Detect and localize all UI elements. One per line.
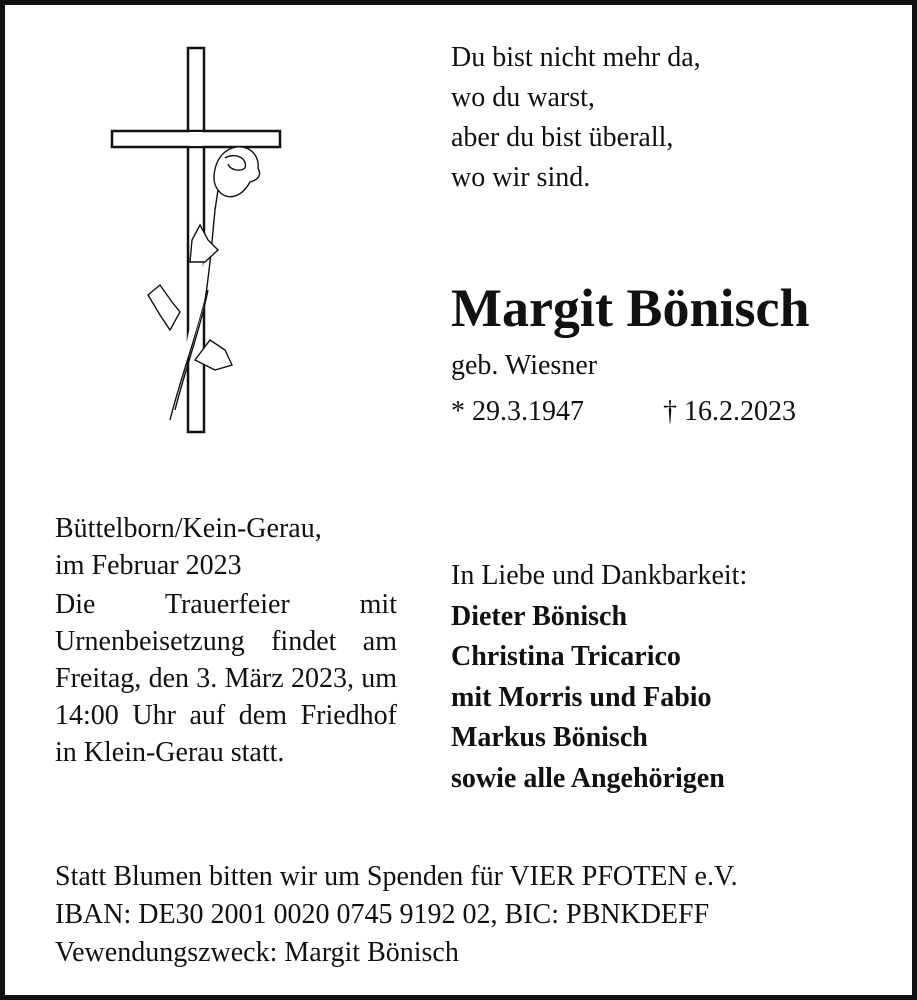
date: im Februar 2023 bbox=[55, 550, 242, 581]
poem-line: wo du warst, bbox=[451, 82, 595, 113]
bank-details: IBAN: DE30 2001 0020 0745 9192 02, BIC: PBNKDEFF bbox=[55, 899, 710, 930]
family-signature bbox=[451, 556, 747, 799]
death-date: † 16.2.2023 bbox=[663, 396, 796, 427]
poem-line: Du bist nicht mehr da, bbox=[451, 42, 701, 73]
payment-reference: Vewendungszweck: Margit Bönisch bbox=[55, 937, 459, 968]
family-member: Markus Bönisch bbox=[451, 722, 648, 753]
family-member: Dieter Bönisch bbox=[451, 600, 628, 632]
family-member: Christina Tricarico bbox=[451, 641, 681, 672]
family-member: sowie alle Angehörigen bbox=[451, 762, 725, 794]
poem bbox=[451, 38, 701, 198]
place-date bbox=[55, 510, 322, 584]
family-member: mit Morris und Fabio bbox=[451, 681, 712, 713]
cross-with-rose-icon bbox=[100, 40, 300, 440]
poem-line: wo wir sind. bbox=[451, 162, 591, 193]
donation-request: Statt Blumen bitten wir um Spenden für VIER PFOTEN e.V. bbox=[55, 861, 738, 892]
birth-date: * 29.3.1947 bbox=[451, 396, 584, 427]
donation-info bbox=[55, 858, 738, 972]
deceased-name: Margit Bönisch bbox=[451, 278, 810, 338]
born-name: geb. Wiesner bbox=[451, 350, 598, 381]
place: Büttelborn/Kein-Gerau, bbox=[55, 513, 322, 544]
service-info: Die Trauerfeier mit Urnenbeisetzung findet am Freitag, den 3. März 2023, um 14:00 Uhr auf dem Friedhof in Klein-Gerau statt. bbox=[55, 589, 397, 768]
family-intro: In Liebe und Dankbarkeit: bbox=[451, 560, 748, 591]
poem-line: aber du bist überall, bbox=[451, 122, 674, 153]
